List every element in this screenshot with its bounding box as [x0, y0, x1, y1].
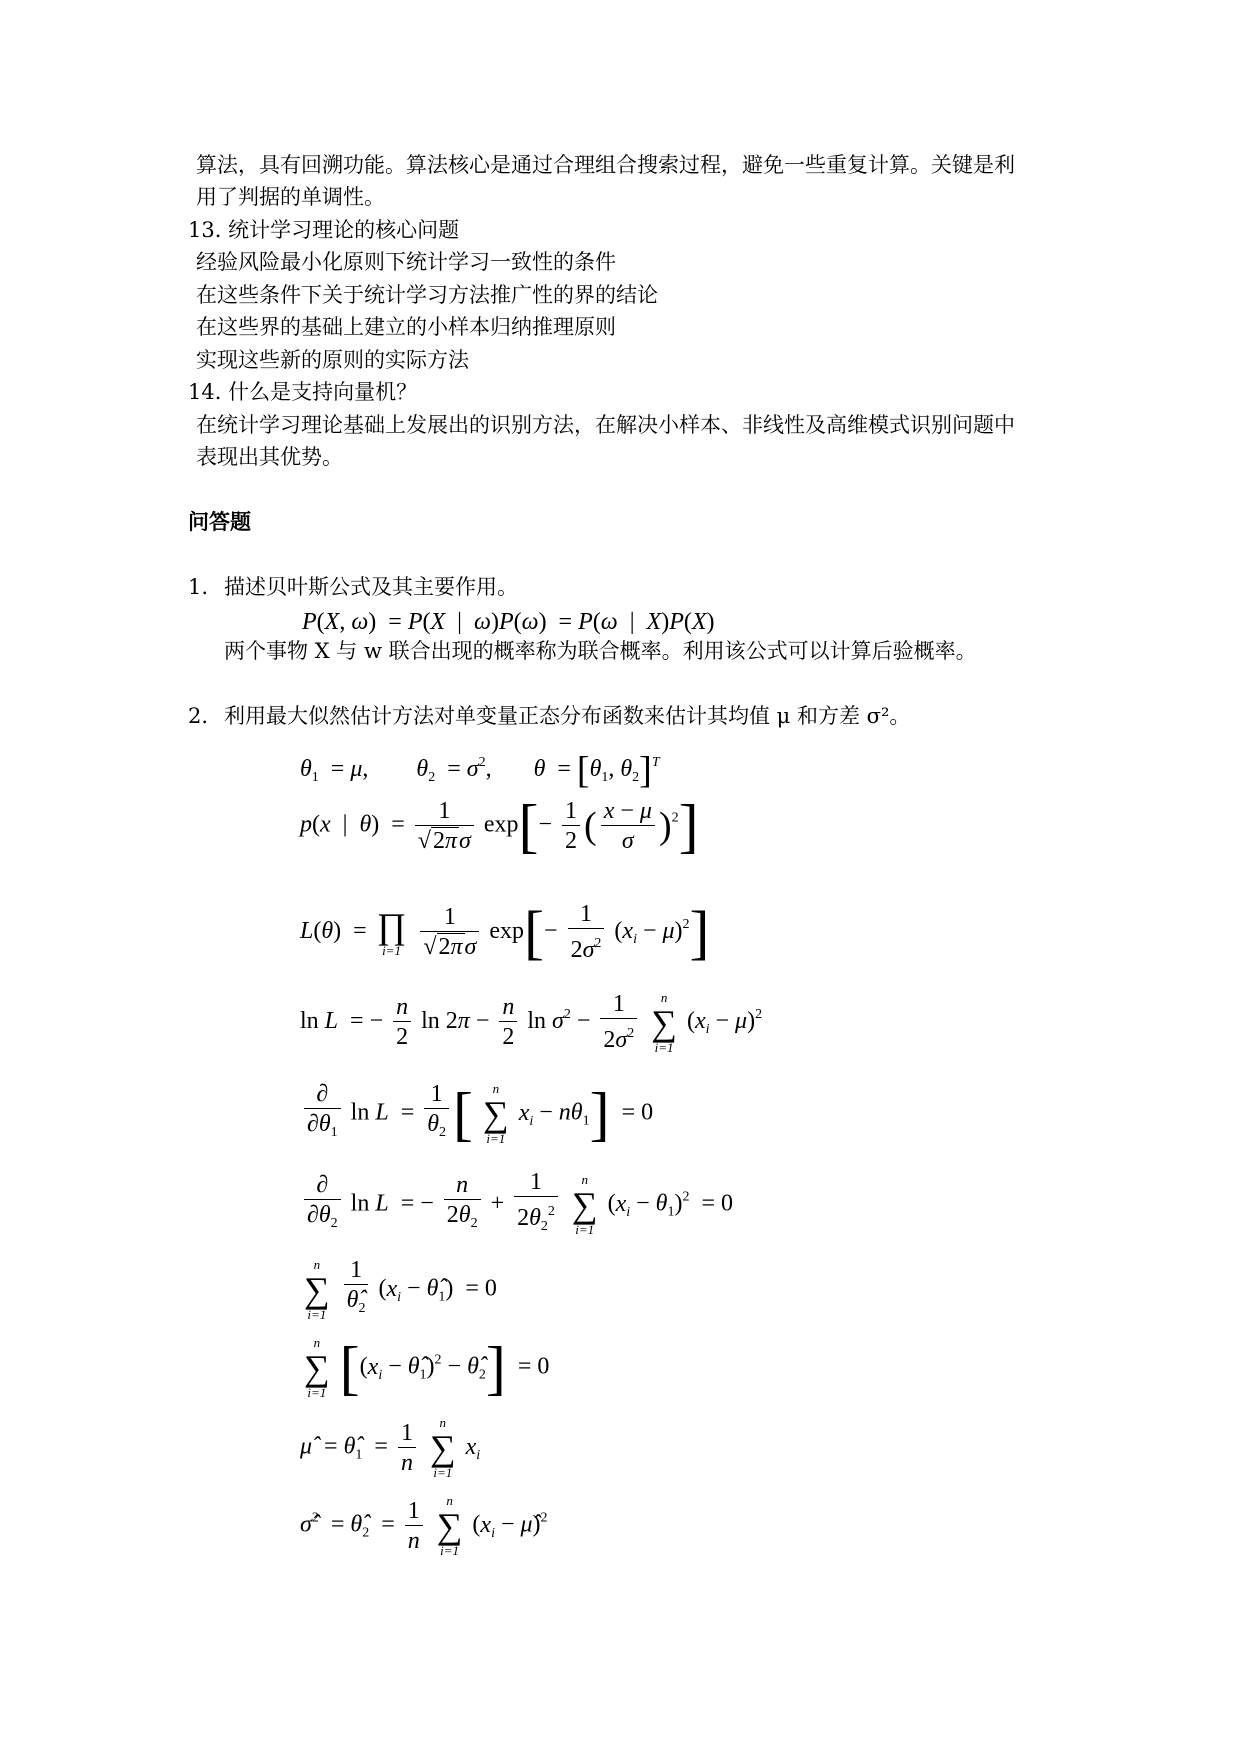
q2-question: 利用最大似然估计方法对单变量正态分布函数来估计其均值 μ 和方差 σ²。 — [224, 704, 911, 728]
formula-log-likelihood: ln L = − $\frac{n}{2}$ ln 2π − $\frac{n}{2}$ $\ln \sigma^2$ − $\frac{1}{2\sigma^2}$ n ∑ i=1 $(x_i - \mu)^2$ — [300, 989, 763, 1055]
formula-partial-theta1: $\frac{\partial}{\partial\theta_1}$ ln L = $\frac{1}{\theta_2}$ [ n ∑ i=1 $x_i - n\theta_1] = 0$ — [300, 1080, 653, 1148]
body-text-line: 算法，具有回溯功能。算法核心是通过合理组合搜索过程，避免一些重复计算。关键是利 — [196, 153, 1015, 177]
bayes-formula: P(X, ω) = P(X | ω)P(ω) = P(ω | X)P(X) — [302, 609, 715, 635]
q1-answer: 两个事物 X 与 w 联合出现的概率称为联合概率。利用该公式可以计算后验概率。 — [224, 639, 977, 663]
body-text-line: 在这些界的基础上建立的小样本归纳推理原则 — [196, 315, 616, 339]
body-text-line: 经验风险最小化原则下统计学习一致性的条件 — [196, 250, 616, 274]
formula-sigma-hat: σ̂$^2$ = $\thetâ_2$ = $\frac{1}{n}$ n ∑ i=1 ($x_i$ − μ̂)$^2$ — [300, 1493, 548, 1558]
formula-theta-def: $\theta_1 = \mu$, $\theta_2 = \sigma^2$, $\theta = [\theta_1$, $\theta_2]^T$ — [300, 749, 660, 792]
formula-score-eq2: n ∑ i=1 [($x_i$ − $\thetâ_1)^2$ − $\thetâ_2] = 0$ — [304, 1335, 550, 1401]
formula-likelihood: L(θ) = ∏ i=1 $\frac{1}{√2\pi\sigma}$ exp[− $\frac{1}{2\sigma^2}$ $(x_i - \mu)^2$] — [300, 899, 710, 966]
body-text-line: 实现这些新的原则的实际方法 — [196, 348, 469, 372]
formula-normal-pdf: p(x | θ) = $\frac{1}{√2\pi\sigma}$ exp[− $\frac{1}{2}$ ( $\frac{x - \mu}{\sigma}$ )$^2$] — [300, 793, 699, 859]
body-text-line: 用了判据的单调性。 — [196, 185, 385, 209]
item-heading-13: 13. 统计学习理论的核心问题 — [188, 218, 460, 242]
body-text-line: 表现出其优势。 — [196, 445, 343, 469]
item-heading-14: 14. 什么是支持向量机？ — [188, 380, 418, 404]
formula-mu-hat: μ̂ = $\thetâ_1$ = $\frac{1}{n}$ n ∑ i=1 $x_i$ — [300, 1415, 481, 1480]
formula-score-eq1: n ∑ i=1 $\frac{1}{\thetâ_2}$ ($x_i$ − $\thetâ_1) = 0$ — [304, 1257, 497, 1322]
q2-number: 2. — [188, 704, 209, 728]
body-text-line: 在统计学习理论基础上发展出的识别方法，在解决小样本、非线性及高维模式识别问题中 — [196, 413, 1015, 437]
body-text-line: 在这些条件下关于统计学习方法推广性的界的结论 — [196, 283, 658, 307]
q1-number: 1. — [188, 575, 209, 599]
formula-partial-theta2: $\frac{\partial}{\partial\theta_2}$ ln L = − $\frac{n}{2\theta_2}$ + $\frac{1}{2\theta_2^2}$ n ∑ i=1 $(x_i - \theta_1)^2 = 0$ — [300, 1168, 733, 1242]
section-heading: 问答题 — [188, 510, 251, 534]
q1-question: 描述贝叶斯公式及其主要作用。 — [224, 575, 518, 599]
